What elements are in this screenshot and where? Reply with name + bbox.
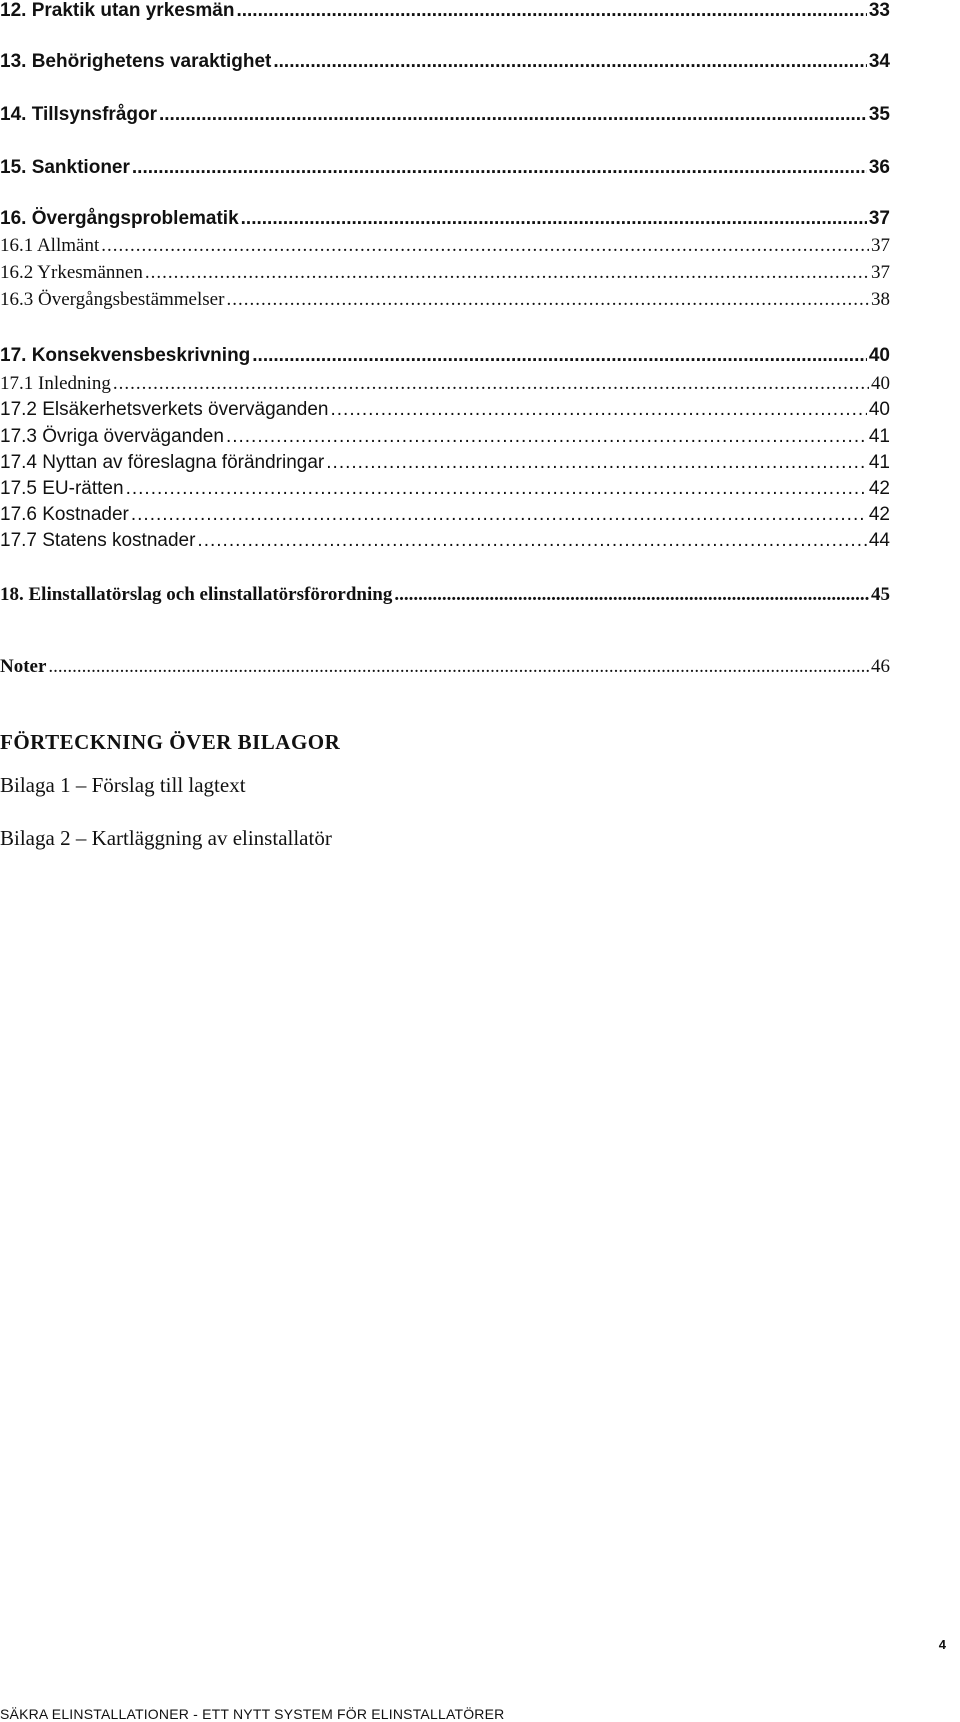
toc-entry-label: 18. Elinstallatörslag och elinstallatörsförordning	[0, 584, 393, 605]
appendix-item[interactable]: Bilaga 1 – Förslag till lagtext	[0, 773, 246, 797]
toc-entry[interactable]	[0, 104, 890, 126]
toc-entry-label: 17.5 EU-rätten	[0, 478, 124, 499]
toc-leader-dots	[236, 0, 866, 22]
toc-entry-label: 12. Praktik utan yrkesmän	[0, 0, 235, 21]
toc-entry-page: 40	[868, 345, 890, 366]
toc-entry[interactable]	[0, 289, 890, 311]
toc-entry-label: 17.4 Nyttan av föreslagna förändringar	[0, 452, 325, 473]
toc-entry-page: 41	[868, 426, 890, 447]
toc-entry-page: 38	[871, 289, 890, 310]
toc-entry-page: 37	[868, 208, 890, 229]
toc-leader-dots	[113, 373, 869, 395]
toc-leader-dots	[126, 478, 867, 500]
toc-entry-page: 41	[868, 452, 890, 473]
toc-entry-page: 46	[871, 656, 890, 677]
toc-leader-dots	[145, 262, 869, 284]
appendix-heading: FÖRTECKNING ÖVER BILAGOR	[0, 730, 341, 754]
toc-entry[interactable]	[0, 373, 890, 395]
toc-entry-page: 34	[868, 51, 890, 72]
toc-entry-page: 42	[868, 478, 890, 499]
toc-entry-label: 17.1 Inledning	[0, 373, 111, 394]
appendix-item[interactable]: Bilaga 2 – Kartläggning av elinstallatör	[0, 826, 332, 850]
toc-entry-label: 13. Behörighetens varaktighet	[0, 51, 272, 72]
toc-entry-label: 14. Tillsynsfrågor	[0, 104, 157, 125]
toc-entry-label: 16.2 Yrkesmännen	[0, 262, 143, 283]
toc-entry-label: 17.2 Elsäkerhetsverkets överväganden	[0, 399, 329, 420]
toc-entry-page: 35	[868, 104, 890, 125]
toc-entry[interactable]	[0, 208, 890, 230]
toc-leader-dots	[101, 235, 869, 257]
toc-entry[interactable]	[0, 157, 890, 179]
toc-entry-page: 36	[868, 157, 890, 178]
toc-entry[interactable]	[0, 262, 890, 284]
toc-entry-label: Noter	[0, 656, 47, 677]
toc-entry[interactable]	[0, 426, 890, 448]
page-number: 4	[938, 1637, 946, 1652]
toc-entry[interactable]	[0, 51, 890, 73]
toc-leader-dots	[159, 104, 867, 126]
toc-entry[interactable]	[0, 235, 890, 257]
toc-entry[interactable]	[0, 530, 890, 552]
toc-leader-dots	[226, 289, 869, 311]
toc-entry-label: 16.1 Allmänt	[0, 235, 100, 256]
toc-leader-dots	[132, 157, 867, 179]
toc-entry[interactable]	[0, 452, 890, 474]
toc-entry-page: 33	[868, 0, 890, 21]
toc-leader-dots	[273, 51, 866, 73]
toc-entry-label: 16.3 Övergångsbestämmelser	[0, 289, 225, 310]
toc-entry-label: 15. Sanktioner	[0, 157, 130, 178]
toc-leader-dots	[252, 345, 867, 367]
toc-leader-dots	[241, 208, 867, 230]
toc-entry-label: 17.6 Kostnader	[0, 504, 129, 525]
page-footer: SÄKRA ELINSTALLATIONER - ETT NYTT SYSTEM FÖR ELINSTALLATÖRER	[0, 1706, 505, 1722]
toc-entry-label: 17.3 Övriga överväganden	[0, 426, 224, 447]
toc-entry[interactable]	[0, 478, 890, 500]
toc-entry-page: 37	[871, 235, 890, 256]
toc-leader-dots	[48, 656, 869, 678]
toc-entry-page: 44	[868, 530, 890, 551]
toc-leader-dots	[197, 530, 866, 552]
toc-entry[interactable]	[0, 399, 890, 421]
toc-leader-dots	[394, 584, 869, 606]
toc-entry-label: 16. Övergångsproblematik	[0, 208, 239, 229]
toc-entry-page: 42	[868, 504, 890, 525]
toc-leader-dots	[131, 504, 867, 526]
toc-entry-label: 17. Konsekvensbeskrivning	[0, 345, 251, 366]
toc-entry-page: 40	[868, 399, 890, 420]
toc-entry[interactable]	[0, 345, 890, 367]
toc-entry[interactable]	[0, 656, 890, 678]
toc-entry-page: 40	[871, 373, 890, 394]
toc-entry[interactable]	[0, 504, 890, 526]
toc-entry[interactable]	[0, 0, 890, 22]
toc-entry-page: 37	[871, 262, 890, 283]
toc-entry-label: 17.7 Statens kostnader	[0, 530, 196, 551]
toc-leader-dots	[326, 452, 867, 474]
toc-leader-dots	[226, 426, 867, 448]
toc-leader-dots	[330, 399, 866, 421]
toc-entry[interactable]	[0, 584, 890, 606]
toc-entry-page: 45	[871, 584, 890, 605]
